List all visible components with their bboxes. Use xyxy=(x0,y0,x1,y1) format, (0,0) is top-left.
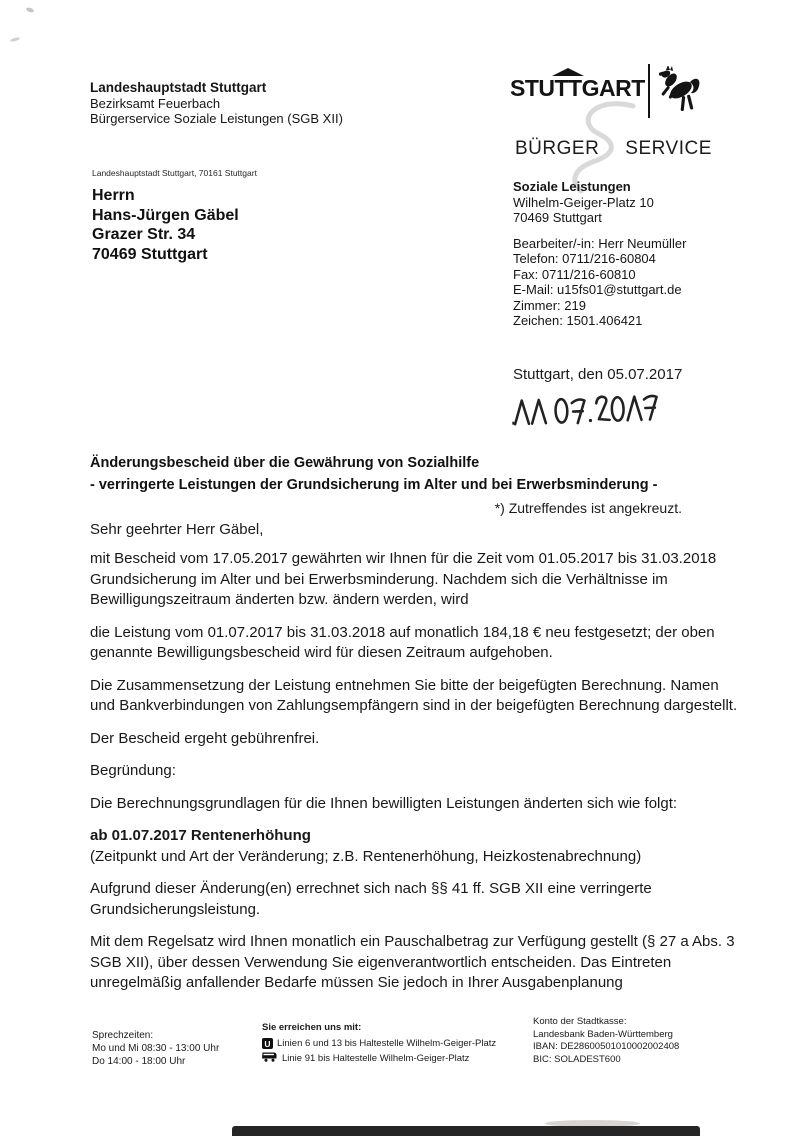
bank-name: Landesbank Baden-Württemberg xyxy=(533,1028,673,1040)
date-line: Stuttgart, den 05.07.2017 xyxy=(513,366,683,383)
logo-subline xyxy=(515,138,712,160)
bottom-scan-bar xyxy=(232,1126,700,1136)
handwritten-date xyxy=(511,390,662,434)
wordmark-right: GART xyxy=(581,75,645,101)
reason-heading: ab 01.07.2017 Rentenerhöhung xyxy=(90,827,311,844)
service-label: SERVICE xyxy=(625,138,712,159)
paragraph-reduced-benefit: Aufgrund dieser Änderung(en) errechnet sich nach §§ 41 ff. SGB XII eine verringerte Grundsicherungsleistung. xyxy=(90,880,652,918)
hours-line-1: Mo und Mi 08:30 - 13:00 Uhr xyxy=(92,1043,220,1054)
recipient-street: Grazer Str. 34 xyxy=(92,226,196,243)
bank-title: Konto der Stadtkasse: xyxy=(533,1016,627,1027)
paragraph-benefit-history: mit Bescheid vom 17.05.2017 gewährten wir Ihnen für die Zeit vom 01.05.2017 bis 31.03.2018 Grundsicherung im Alter und bei Erwerbsminderung. Nachdem sich die Verhältnisse im Bewilligungszeitraum änderten bzw. ändern werden, wird xyxy=(90,550,717,608)
sender-block xyxy=(90,80,343,127)
paragraph-fee-free: Der Bescheid ergeht gebührenfrei. xyxy=(90,729,320,747)
bus-line xyxy=(262,1051,496,1066)
paragraph-basis-change: Die Berechnungsgrundlagen für die Ihnen bewilligten Leistungen änderten sich wie folgt: xyxy=(90,794,678,812)
paragraph-new-amount: die Leistung vom 01.07.2017 bis 31.03.2018 auf monatlich 184,18 € neu festgesetzt; der oben genannte Bewilligungsbescheid wird für diesen Zeitraum aufgehoben. xyxy=(90,623,715,661)
clerk-line: Bearbeiter/-in: Herr Neumüller xyxy=(513,235,687,251)
bic-line: BIC: SOLADEST600 xyxy=(533,1053,621,1065)
return-address-line: Landeshauptstadt Stuttgart, 70161 Stuttgart xyxy=(92,168,257,178)
paragraph-calculation-ref: Die Zusammensetzung der Leistung entnehmen Sie bitte der beigefügten Berechnung. Namen und Bankverbindungen von Zahlungsempfängern sind in der beigefügten Berechnung dargestellt. xyxy=(90,676,738,714)
bus-line-text: Linie 91 bis Haltestelle Wilhelm-Geiger-Platz xyxy=(282,1052,470,1064)
recipient-salutation: Herrn xyxy=(92,187,135,204)
logo-wordmark xyxy=(510,75,725,102)
scan-speck xyxy=(10,37,20,42)
transit-title: Sie erreichen uns mit: xyxy=(262,1022,362,1033)
wordmark-left: STU xyxy=(510,75,555,101)
subject-line-2: - verringerte Leistungen der Grundsicherung im Alter und bei Erwerbsminderung - xyxy=(90,476,658,493)
phone-line: Telefon: 0711/216-60804 xyxy=(513,251,656,266)
office-city: 70469 Stuttgart xyxy=(513,210,602,225)
fax-line: Fax: 0711/216-60810 xyxy=(513,266,636,282)
reason-subline: (Zeitpunkt und Art der Veränderung; z.B. Rentenerhöhung, Heizkostenabrechnung) xyxy=(90,847,642,865)
ubahn-line xyxy=(262,1036,496,1051)
paragraph-regelsatz: Mit dem Regelsatz wird Ihnen monatlich ein Pauschalbetrag zur Verfügung gestellt (§ 27 a Abs. 3 SGB XII), über dessen Verwendung Sie eigenverantwortlich entscheiden. Das Eintreten unregelmäßig anfallender Bedarfe müssen Sie jedoch in Ihrer Ausgabenplanung xyxy=(90,933,735,991)
hours-line-2: Do 14:00 - 18:00 Uhr xyxy=(92,1056,186,1067)
sender-city: Landeshauptstadt Stuttgart xyxy=(90,80,267,95)
reference-line: Zeichen: 1501.406421 xyxy=(513,313,643,328)
bank-block xyxy=(533,1016,679,1066)
paragraph-reason-label: Begründung: xyxy=(90,762,176,779)
email-line: E-Mail: u15fs01@stuttgart.de xyxy=(513,282,682,297)
recipient-city: 70469 Stuttgart xyxy=(92,245,208,263)
ubahn-line-text: Linien 6 und 13 bis Haltestelle Wilhelm-Geiger-Platz xyxy=(277,1037,497,1049)
sender-service: Bürgerservice Soziale Leistungen (SGB XII) xyxy=(90,111,343,126)
subject-block xyxy=(90,453,657,496)
recipient-address xyxy=(92,186,239,264)
sender-office: Bezirksamt Feuerbach xyxy=(90,95,221,111)
letter-body xyxy=(90,549,740,1006)
hours-title: Sprechzeiten: xyxy=(92,1030,154,1041)
transit-block xyxy=(262,1021,496,1066)
scan-speck xyxy=(26,7,35,13)
recipient-name: Hans-Jürgen Gäbel xyxy=(92,206,239,224)
salutation: Sehr geehrter Herr Gäbel, xyxy=(90,521,264,538)
iban-line: IBAN: DE28600501010002002408 xyxy=(533,1041,680,1052)
office-info-block xyxy=(513,179,686,329)
wordmark-tt: TT xyxy=(555,75,582,102)
bus-icon xyxy=(262,1051,278,1067)
department-name: Soziale Leistungen xyxy=(513,179,631,194)
subject-line-1: Änderungsbescheid über die Gewährung von Sozialhilfe xyxy=(90,455,480,471)
buerger-label: BÜRGER xyxy=(515,138,600,159)
ubahn-icon: U xyxy=(262,1038,273,1049)
office-street: Wilhelm-Geiger-Platz 10 xyxy=(513,194,654,210)
room-line: Zimmer: 219 xyxy=(513,297,586,313)
office-hours-block xyxy=(92,1029,219,1068)
checkbox-note: *) Zutreffendes ist angekreuzt. xyxy=(494,500,682,516)
roof-icon xyxy=(552,68,584,76)
